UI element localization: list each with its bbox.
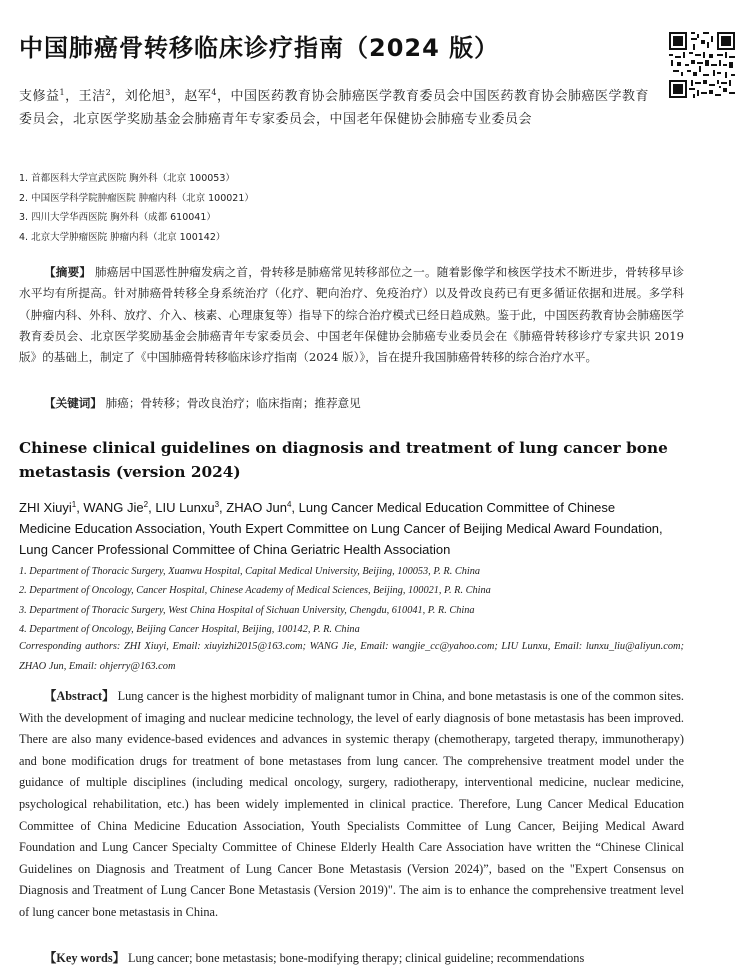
author-cn: 支修益 (19, 89, 60, 104)
english-title: Chinese clinical guidelines on diagnosis and treatment of lung cancer bone metastasis (version 2024) (19, 439, 668, 481)
corresponding-authors: Corresponding authors: ZHI Xiuyi, Email: xiuyizhi2015@163.com; WANG Jie, Email: wangjie_cc@yahoo.com; LIU Lunxu, Email: lunxu_liu@aliyun.com; ZHAO Jun, Email: ohjerry@163.com (19, 641, 684, 672)
author-affil-sup: 3 (165, 88, 171, 97)
author-affil-sup: 4 (211, 88, 217, 97)
keywords-cn-label: 【关键词】 (44, 396, 102, 410)
english-keywords (19, 948, 709, 969)
affiliation-cn: 2. 中国医学科学院肿瘤医院 肿瘤内科（北京 100021） (19, 192, 254, 204)
author-affil-sup: 4 (286, 500, 292, 509)
affiliation-en: 4. Department of Oncology, Beijing Cancer Hospital, Beijing, 100142, P. R. China (19, 624, 360, 636)
author-affil-sup: 2 (105, 88, 112, 97)
affiliation-cn: 1. 首都医科大学宣武医院 胸外科（北京 100053） (19, 173, 235, 184)
author-cn: 王洁 (78, 89, 106, 104)
abstract-cn-text: 肺癌居中国恶性肿瘤发病之首，骨转移是肺癌常见转移部位之一。随着影像学和核医学技术不断进步，骨转移早诊水平均有所提高。针对肺癌骨转移全身系统治疗（化疗、靶向治疗、免疫治疗）以及骨改良药已有更多循证依据和进展。多学科（肿瘤内科、外科、放疗、介入、核素、心理康复等）指导下的综合治疗模式已经日趋成熟。鉴于此，中国医药教育协会肺癌医学教育委员会、北京医学奖励基金会肺癌青年专家委员会、中国老年保健协会肺癌专业委员会在《肺癌骨转移诊疗专家共识 2019 版》的基础上，制定了《中国肺癌骨转移临床诊疗指南（2024 版）》，旨在提升我国肺癌骨转移的综合治疗水平。 (19, 265, 684, 365)
author-en: ZHI Xiuyi (19, 500, 72, 515)
english-affiliations (19, 562, 689, 640)
author-affil-sup: 2 (143, 500, 149, 509)
chinese-affiliations (19, 169, 519, 247)
chinese-authors: 支修益$^1$，王洁$^2$，刘伦旭$^3$，赵军$^4$，中国医药教育协会肺癌医学教育委员会中国医药教育协会肺癌医学教育委员会，北京医学奖励基金会肺癌青年专家委员会，中国老年保健协会肺癌专业委员会 (19, 88, 650, 127)
author-affil-sup: 1 (71, 500, 77, 509)
affiliation-en: 3. Department of Thoracic Surgery, West China Hospital of Sichuan University, Chengdu, 610041, P. R. China (19, 604, 475, 616)
abstract-en-label: 【Abstract】 (44, 689, 115, 703)
author-affil-sup: 1 (59, 88, 66, 97)
abstract-en-text: Lung cancer is the highest morbidity of malignant tumor in China, and bone metastasis is one of the common sites. With the development of imaging and nuclear medicine technology, the level of early diagnosis of bone metastasis has been improved. There are also many evidence-based evidences and advances in systemic therapy (chemotherapy, targeted therapy, immunotherapy) and bone modification drugs for treatment of bone metastases from lung cancer. The comprehensive treatment model under the guidance of multiple disciplines (including medical oncology, surgery, radiotherapy, interventional medicine, nuclear medicine, psychological rehabilitation, etc.) has been widely implemented in clinical practice. Therefore, Lung Cancer Medical Education Committee of China Medicine Education Association, Youth Specialists Committee of Lung Cancer, Beijing Medical Award Foundation and Lung Cancer Specialty Committee of Chinese Elderly Health Care Association have written the “Chinese Clinical Guidelines on Diagnosis and Treatment of Lung Cancer Bone Metastasis (Version 2024)”, based on the "Expert Consensus on Diagnosis and Treatment of Lung Cancer Bone Metastasis (Version 2019)". The aim is to enhance the comprehensive treatment level of lung cancer bone metastasis in China. (19, 689, 684, 919)
affiliation-cn: 3. 四川大学华西医院 胸外科（成都 610041） (19, 212, 216, 223)
author-en: WANG Jie (83, 500, 144, 515)
author-en: LIU Lunxu (155, 500, 215, 515)
affiliation-cn: 4. 北京大学肿瘤医院 肿瘤内科（北京 100142） (19, 231, 226, 243)
author-groups-cn: 中国医药教育协会肺癌医学教育委员会中国医药教育协会肺癌医学教育委员会，北京医学奖励基金会肺癌青年专家委员会，中国老年保健协会肺癌专业委员会 (19, 89, 650, 127)
abstract-cn-label: 【摘要】 (44, 265, 92, 279)
author-affil-sup: 3 (214, 500, 220, 509)
chinese-keywords (19, 393, 709, 414)
author-cn: 赵军 (184, 89, 212, 104)
author-en: ZHAO Jun (226, 500, 287, 515)
english-abstract (19, 686, 684, 924)
author-groups-en: Lung Cancer Medical Education Committee of Chinese Medicine Education Association, Youth Expert Committee on Lung Cancer of Beijing Medical Award Foundation, Lung Cancer Professional Committee of China Geriatric Health Association (19, 500, 663, 557)
author-cn: 刘伦旭 (124, 89, 166, 104)
english-authors: ZHI Xiuyi$^1$, WANG Jie$^2$, LIU Lunxu$^3$, ZHAO Jun$^4$, Lung Cancer Medical Education Committee of Chinese Medicine Education Association, Youth Expert Committee on Lung Cancer of Beijing Medical Award Foundation, Lung Cancer Professional Committee of China Geriatric Health Association (19, 500, 663, 557)
keywords-cn-text: 肺癌；骨转移；骨改良治疗；临床指南；推荐意见 (105, 396, 361, 410)
affiliation-en: 2. Department of Oncology, Cancer Hospital, Chinese Academy of Medical Sciences, Beijing, 100021, P. R. China (19, 585, 491, 597)
keywords-en-text: Lung cancer; bone metastasis; bone-modifying therapy; clinical guideline; recommendations (128, 951, 585, 965)
chinese-title: 中国肺癌骨转移临床诊疗指南（2024 版） (19, 34, 500, 62)
chinese-abstract (19, 262, 684, 368)
keywords-en-label: 【Key words】 (44, 951, 125, 965)
qr-code-icon[interactable] (669, 32, 735, 98)
affiliation-en: 1. Department of Thoracic Surgery, Xuanwu Hospital, Capital Medical University, Beijing, 100053, P. R. China (19, 566, 481, 577)
